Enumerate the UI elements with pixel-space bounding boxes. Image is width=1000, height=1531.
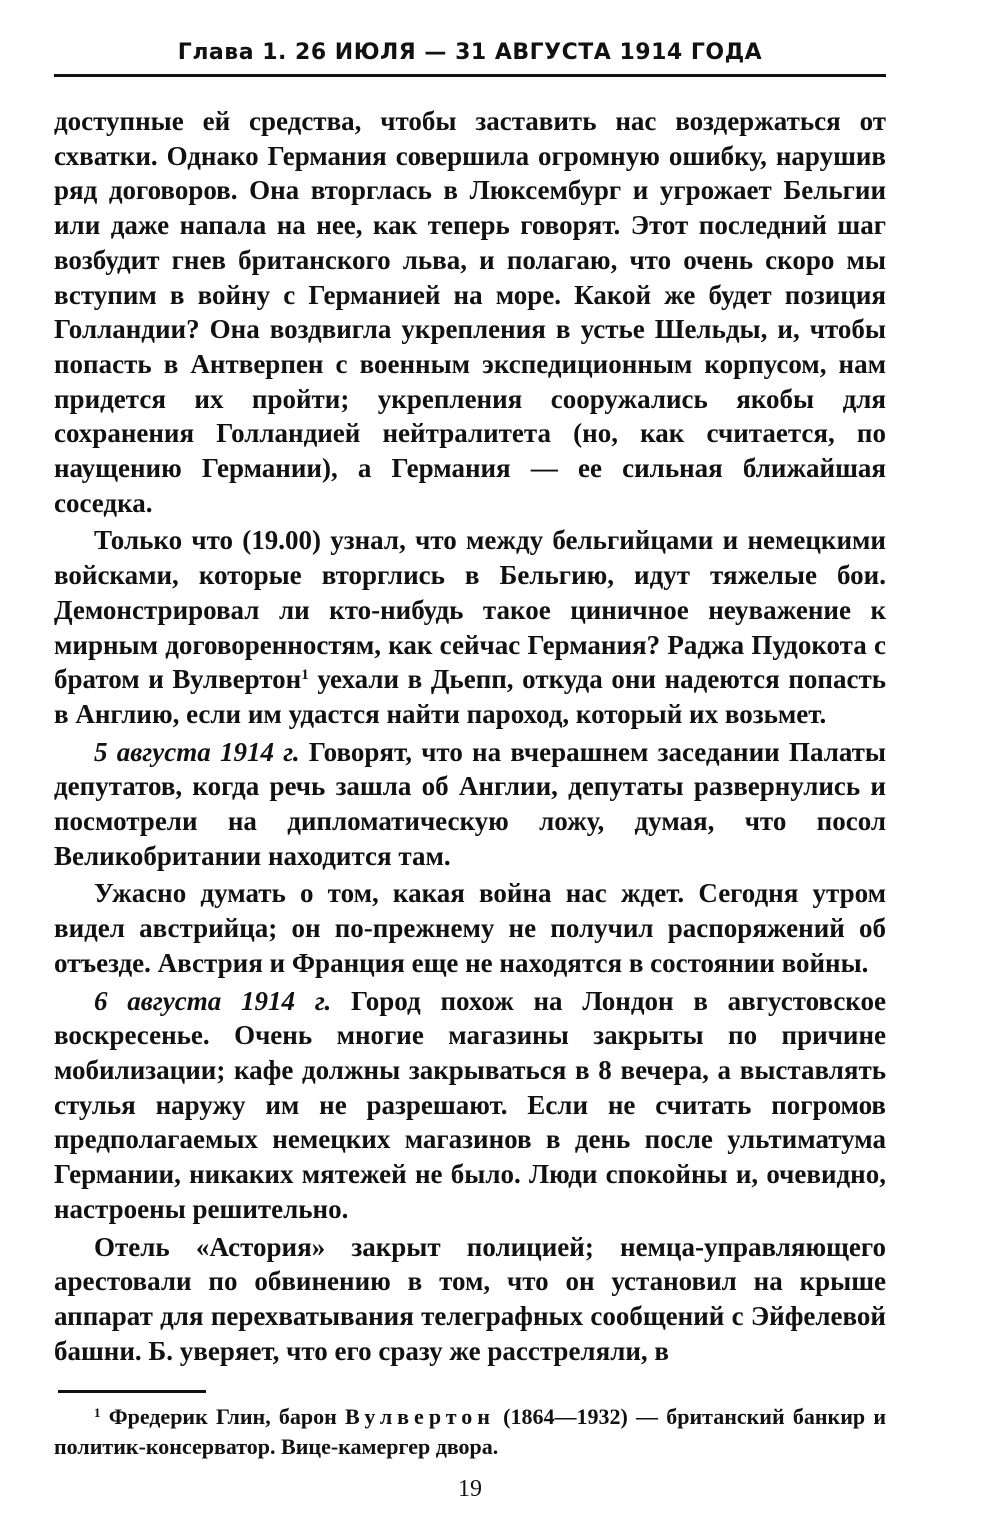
paragraph-2-text-a: Только что (19.00) узнал, что между бельгийцами и немецкими войсками, которые вторглись в Бельгию, идут тяжелые бои. Демонстрировал ли кто-нибудь такое циничное неуважение к мирным договоренностям, как сейчас Германия? Раджа Пудокота с братом и Вулвертон [54,525,886,695]
paragraph-4-text: Ужасно думать о том, какая война нас ждет. Сегодня утром видел австрийца; он по-прежнему не получил распоряжений об отъезде. Австрия и Франция еще не находятся в состоянии войны. [54,878,886,978]
paragraph-3-text: Говорят, что на вчерашнем заседании Палаты депутатов, когда речь зашла об Англии, депутаты развернулись и посмотрели на дипломатическую ложу, думая, что посол Великобритании находится там. [54,736,886,871]
footnote [54,1402,886,1462]
running-head: Глава 1. 26 ИЮЛЯ — 31 АВГУСТА 1914 ГОДА [177,40,763,65]
paragraph-5-text: Город похож на Лондон в августовское воскресенье. Очень многие магазины закрыты по причине мобилизации; кафе должны закрываться в 8 вечера, а выставлять стулья наружу им не разрешают. Если не считать погромов предполагаемых немецких магазинов в день после ультиматума Германии, никаких мятежей не было. Люди спокойны и, очевидно, настроены решительно. [54,985,886,1224]
paragraph-2-text-b: уехали в Дьепп, откуда они надеются попасть в Англию, если им удастся найти пароход, который их возьмет. [54,664,886,729]
paragraph-4 [54,876,886,980]
footnote-text-a: Фредерик Глин, барон [100,1404,345,1429]
paragraph-5 [54,984,886,1227]
footnote-text-b: (1864—1932) — британский банкир и политик-консерватор. Вице-камергер двора. [54,1404,886,1459]
footnote-ref-mark: 1 [301,667,309,684]
paragraph-2 [54,523,886,731]
paragraph-1 [54,104,886,520]
page-number: 19 [458,1476,482,1502]
header-rule [54,74,886,77]
paragraph-1-text: доступные ей средства, чтобы заставить нас воздержаться от схватки. Однако Германия совершила огромную ошибку, нарушив ряд договоров. Она вторглась в Люксембург и угрожает Бельгии или даже напала на нее, как теперь говорят. Этот последний шаг возбудит гнев британского льва, и полагаю, что очень скоро мы вступим в войну с Германией на море. Какой же будет позиция Голландии? Она воздвигла укрепления в устье Шельды, и, чтобы попасть в Антверпен с военным экспедиционным корпусом, нам придется их пройти; укрепления сооружались якобы для сохранения Голландией нейтралитета (но, как считается, по наущению Германии), а Германия — ее сильная ближайшая соседка. [54,106,886,518]
paragraph-3 [54,735,886,874]
paragraph-6 [54,1230,886,1369]
footnote-mark: 1 [94,1405,101,1420]
footnote-rule [58,1390,206,1393]
diary-date-aug-5: 5 августа 1914 г. [94,736,300,767]
paragraph-6-text: Отель «Астория» закрыт полицией; немца-управляющего арестовали по обвинению в том, что он установил на крыше аппарат для перехватывания телеграфных сообщений с Эйфелевой башни. Б. уверяет, что его сразу же расстреляли, в [54,1231,886,1366]
diary-date-aug-6: 6 августа 1914 г. [94,985,332,1016]
main-text [54,104,886,1371]
footnote-spaced-name: Вулвертон [345,1404,495,1429]
